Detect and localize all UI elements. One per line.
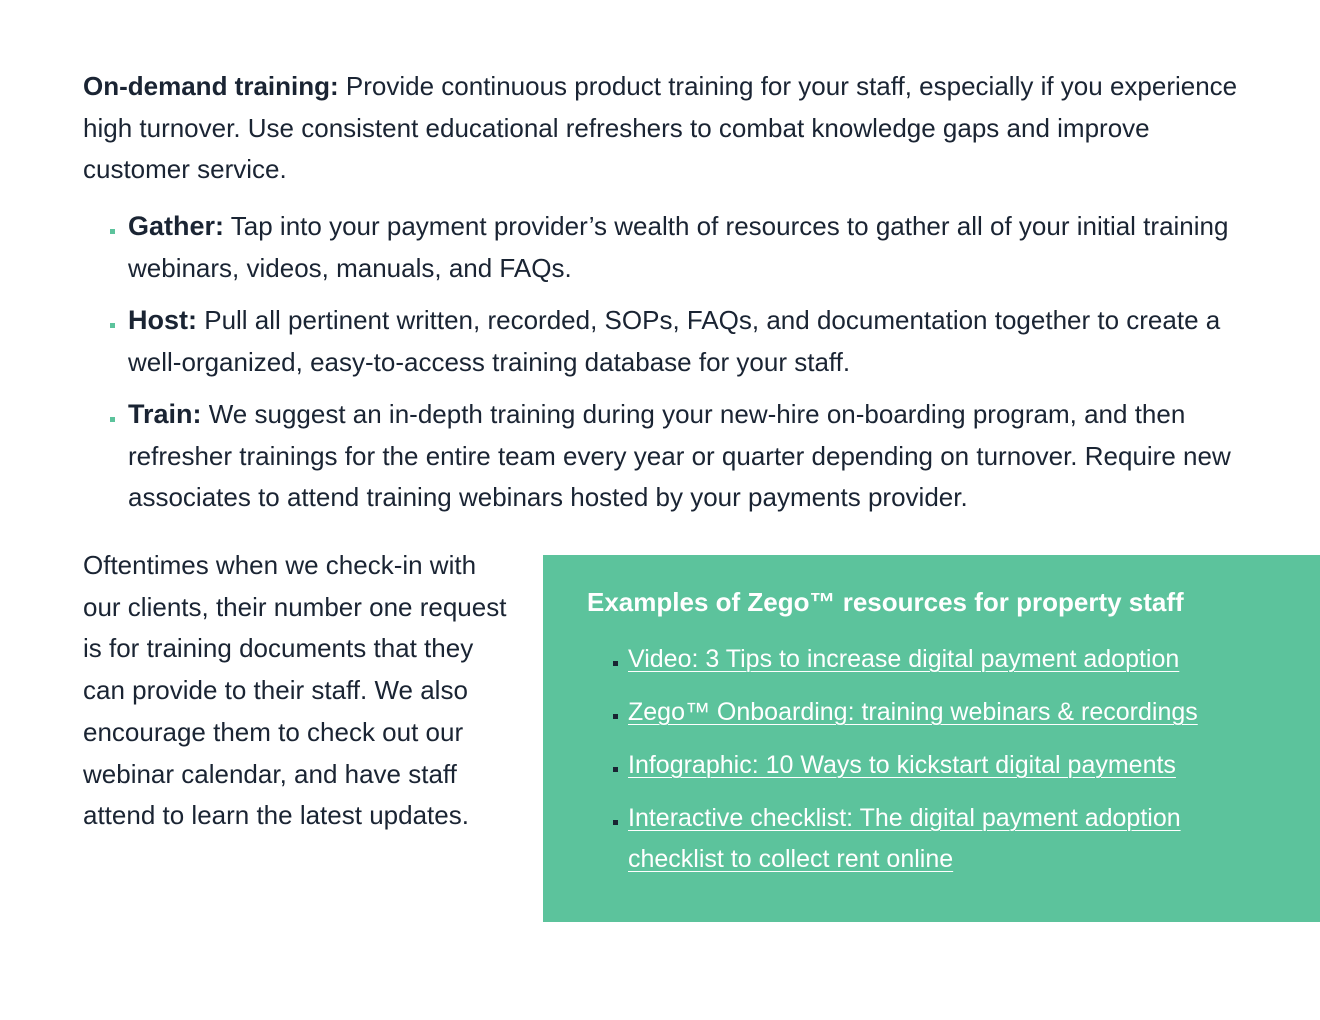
step-host xyxy=(108,300,1258,383)
step-text: Tap into your payment provider’s wealth of resources to gather all of your initial training webinars, videos, manuals, and FAQs. xyxy=(128,211,1229,283)
step-label: Train: xyxy=(128,399,202,429)
bullet-square-icon xyxy=(613,661,618,666)
step-label: Gather: xyxy=(128,211,225,241)
step-label: Host: xyxy=(128,305,197,335)
step-text: Pull all pertinent written, recorded, SOPs, FAQs, and documentation together to create a well-organized, easy-to-access training database for your staff. xyxy=(128,305,1221,377)
resource-link-video[interactable]: Video: 3 Tips to increase digital payment adoption xyxy=(628,645,1180,673)
bullet-square-icon xyxy=(110,417,115,422)
bullet-square-icon xyxy=(110,323,115,328)
resource-item xyxy=(613,692,1253,733)
resource-item xyxy=(613,798,1253,880)
intro-paragraph xyxy=(83,66,1258,191)
bullet-square-icon xyxy=(613,767,618,772)
step-gather xyxy=(108,206,1258,289)
intro-text: Provide continuous product training for your staff, especially if you experience high turnover. Use consistent educational refreshers to combat knowledge gaps and improve customer service. xyxy=(83,71,1238,184)
bullet-square-icon xyxy=(613,714,618,719)
resources-list xyxy=(613,639,1253,892)
resource-item xyxy=(613,639,1253,680)
resources-callout-box xyxy=(543,555,1320,922)
client-requests-paragraph: Oftentimes when we check-in with our clients, their number one request is for training documents that they can provide to their staff. We also encourage them to check out our webinar calendar, and have staff attend to learn the latest updates. xyxy=(83,550,507,831)
step-train xyxy=(108,394,1258,519)
step-text: We suggest an in-depth training during your new-hire on-boarding program, and then refresher trainings for the entire team every year or quarter depending on turnover. Require new associates to attend training webinars hosted by your payments provider. xyxy=(128,399,1231,512)
bullet-square-icon xyxy=(110,229,115,234)
resources-title: Examples of Zego™ resources for property staff xyxy=(587,587,1184,617)
bullet-square-icon xyxy=(613,820,618,825)
intro-label: On-demand training: xyxy=(83,71,339,101)
resource-link-infographic[interactable]: Infographic: 10 Ways to kickstart digital payments xyxy=(628,751,1176,779)
training-steps-list xyxy=(108,206,1258,530)
resource-link-onboarding[interactable]: Zego™ Onboarding: training webinars & recordings xyxy=(628,698,1198,726)
resource-link-checklist[interactable]: Interactive checklist: The digital payment adoption checklist to collect rent online xyxy=(628,804,1181,873)
resource-item xyxy=(613,745,1253,786)
